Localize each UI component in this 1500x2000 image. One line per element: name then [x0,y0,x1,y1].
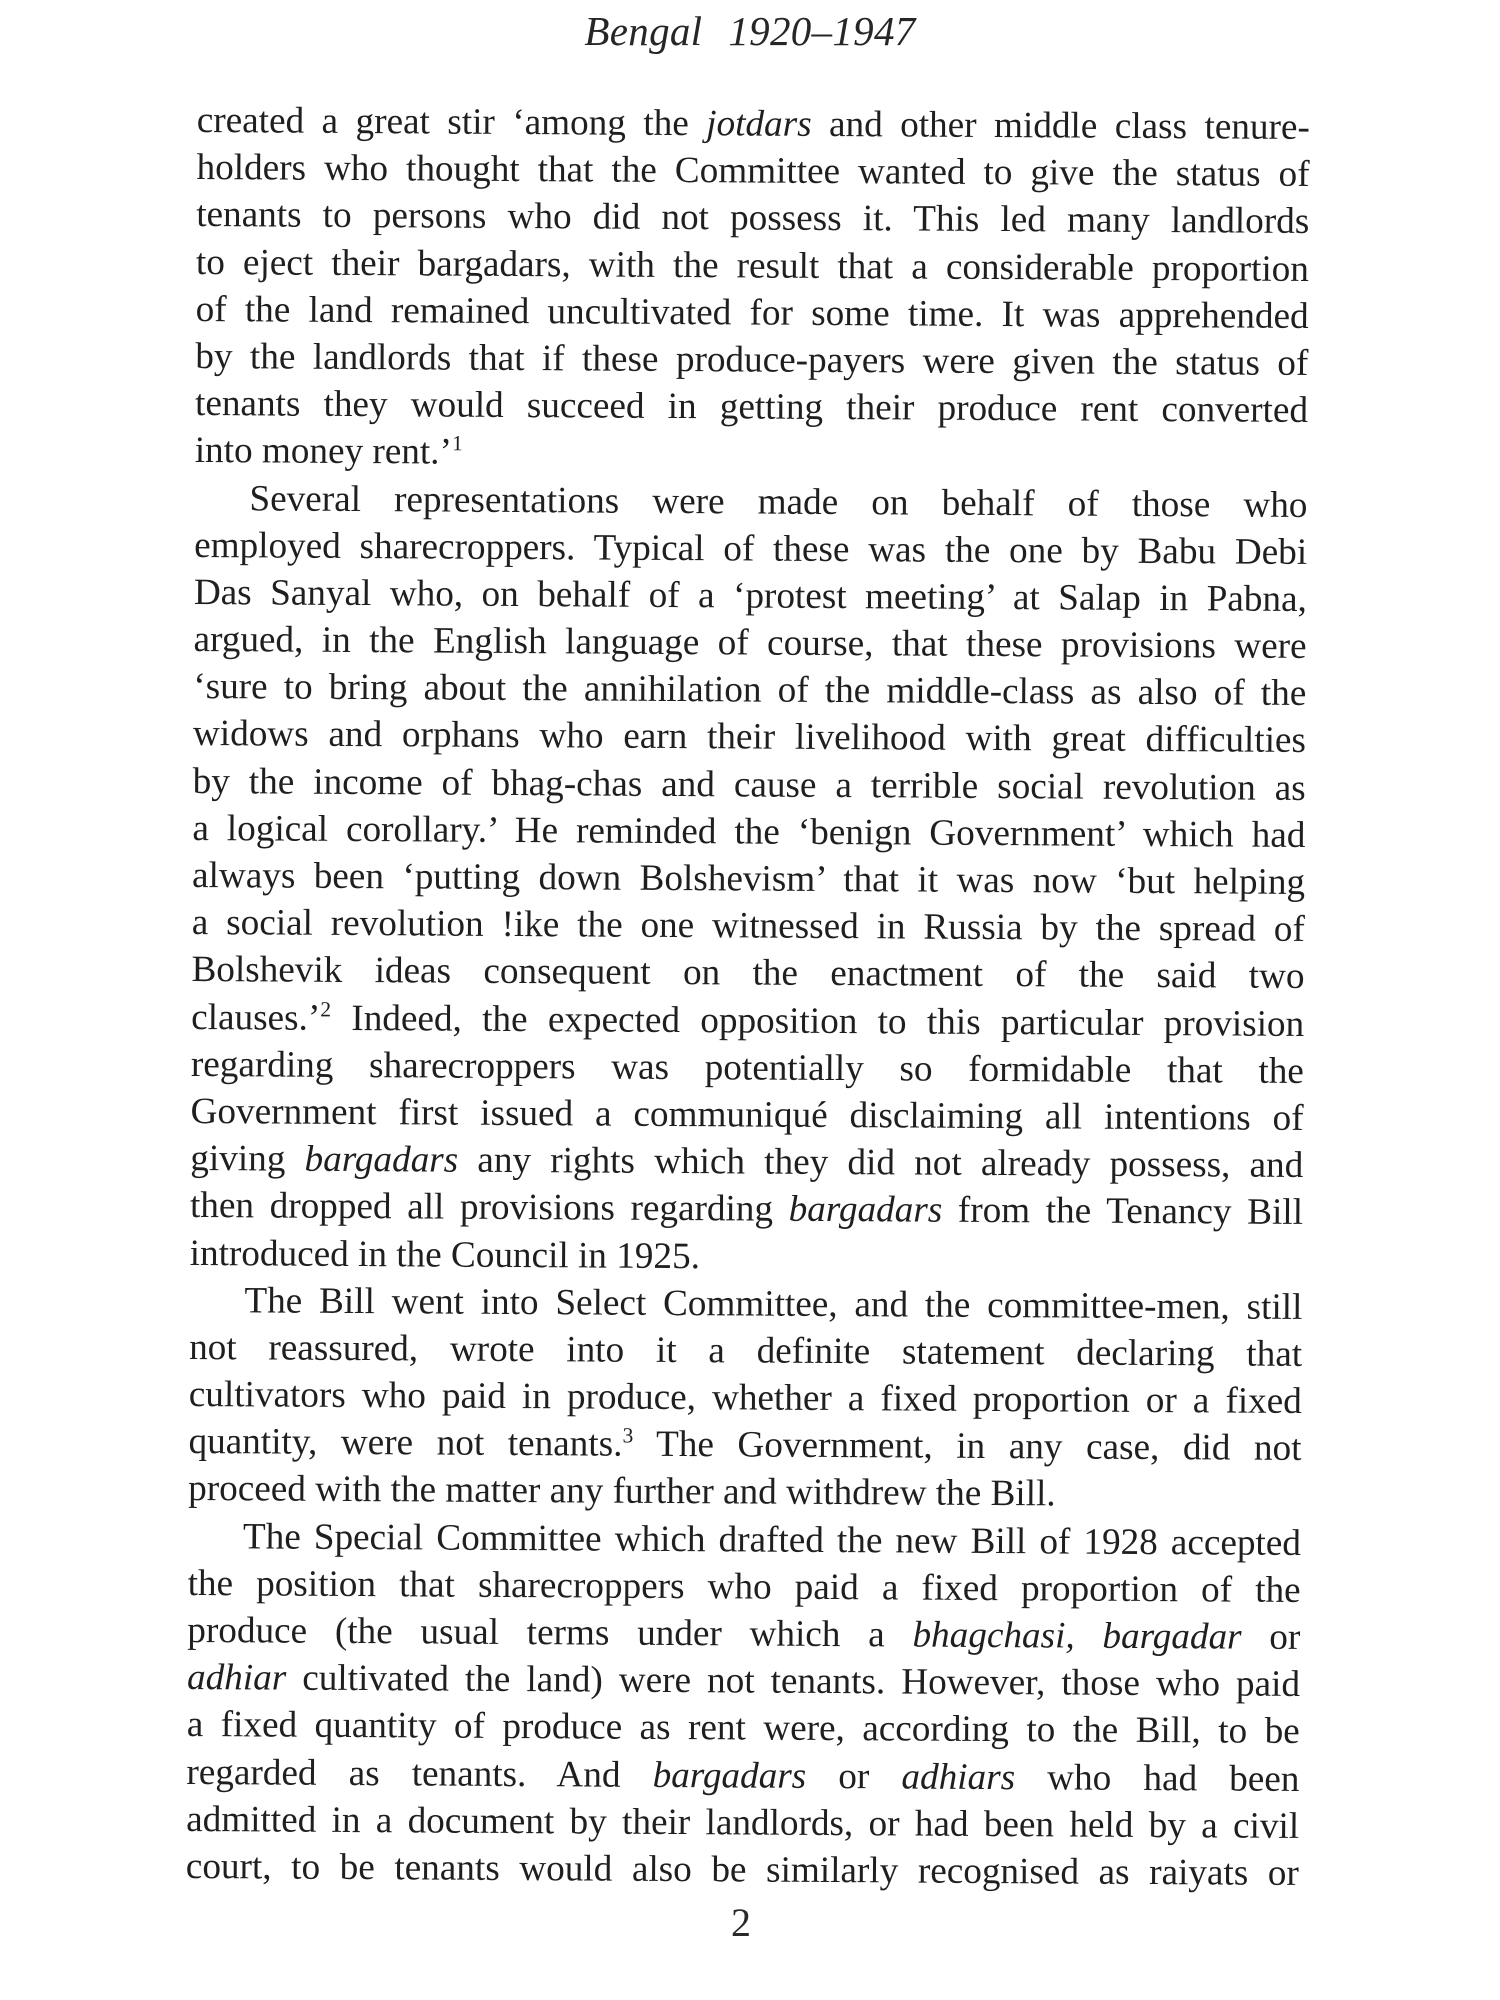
body-text [186,97,1310,1897]
text-line [190,1229,1303,1283]
text-run: introduced in the Council in 1925. [189,1232,701,1277]
text-run: The Special Committee which drafted the new Bill of 1928 accepted [242,1515,1302,1564]
text-line [188,1513,1301,1567]
text-line [192,805,1305,859]
page-number: 2 [731,1900,751,1945]
text-run: The Government, in any case, did not [633,1424,1302,1470]
text-line [186,1749,1299,1803]
text-run: quantity, were not tenants. [188,1421,623,1465]
text-run: ‘sure to bring about the annihilation of the middle-class as also of the [193,666,1307,715]
text-line [187,1607,1300,1661]
text-run: argued, in the English language of course, that these provisions were [193,619,1307,668]
text-run: holders who thought that the Committee wanted to give the status of [196,147,1310,196]
text-run: Indeed, the expected opposition to this particular provision [330,997,1305,1045]
text-run: admitted in a document by their landlords, or had been held by a civil [186,1798,1300,1847]
running-header-years: 1920–1947 [728,8,916,54]
text-line [187,1654,1300,1708]
text-run: to eject their bargadars, with the result that a considerable proportion [195,241,1310,290]
text-line [194,569,1307,623]
text-line [189,1324,1302,1378]
text-line [186,1796,1299,1850]
text-run: by the income of bhag-chas and cause a terrible social revolution as [192,760,1306,809]
text-run: of the land remained uncultivated for some time. It was apprehended [195,288,1309,337]
footnote-marker: 1 [451,431,463,456]
text-run: always been ‘putting down Bolshevism’ that it was now ‘but helping [191,854,1306,903]
text-line [193,758,1306,812]
text-run: the position that sharecroppers who paid a fixed proportion of the [187,1562,1301,1611]
text-line [196,239,1309,293]
text-run: by the landlords that if these produce-payers were given the status of [195,335,1309,384]
text-run: employed sharecroppers. Typical of these was the one by Babu Debi [194,524,1308,573]
text-run: a social revolution !ike the one witnessed in Russia by the spread of [191,902,1305,951]
text-line [186,1843,1299,1897]
text-run: produce (the usual terms under which a [187,1609,913,1656]
text-run: court, to be tenants would also be similarly recognised as raiyats or [185,1845,1299,1894]
text-run: any rights which they did not already possess, and [458,1139,1304,1187]
text-line [191,946,1304,1000]
text-run: into money rent.’ [194,430,453,473]
text-line [195,333,1308,387]
text-line [193,710,1306,764]
text-line [188,1465,1301,1519]
text-line [191,994,1304,1048]
text-line [190,1135,1303,1189]
text-run: Government first issued a communiqué disclaiming all intentions of [190,1090,1304,1139]
text-run: cultivated the land) were not tenants. However, those who paid [286,1657,1301,1706]
text-run: or [806,1755,902,1798]
running-header-title: Bengal [584,8,703,54]
text-run: a fixed quantity of produce as rent were, according to the Bill, to be [186,1704,1300,1753]
text-run: then dropped all provisions regarding [189,1185,789,1231]
italic-term: bhagchasi, bargadar [912,1614,1242,1658]
italic-term: jotdars [706,103,812,145]
text-line [193,616,1306,670]
text-run: a logical corollary.’ He reminded the ‘benign Government’ which had [192,807,1306,856]
text-run: tenants to persons who did not possess it. This led many landlords [196,194,1310,243]
text-run: created a great stir ‘among the [196,99,707,145]
text-run: regarded as tenants. And [186,1751,653,1796]
italic-term: bargadars [788,1189,943,1232]
text-run: Bolshevik ideas consequent on the enactment of the said two [191,949,1305,998]
text-line [188,1560,1301,1614]
text-line [193,663,1306,717]
text-run: and other middle class tenure- [811,103,1310,148]
text-line [194,522,1307,576]
text-line [197,97,1310,151]
text-line [196,144,1309,198]
text-line [192,899,1305,953]
text-run: who had been [1015,1756,1300,1800]
italic-term: adhiars [901,1756,1016,1798]
text-line [188,1418,1301,1472]
text-run: from the Tenancy Bill [942,1190,1304,1234]
text-line [192,852,1305,906]
running-header [0,6,1500,56]
text-run: regarding sharecroppers was potentially so formidable that the [190,1043,1305,1092]
text-run: not reassured, wrote into it a definite statement declaring that [189,1326,1303,1375]
text-run: tenants they would succeed in getting their produce rent converted [194,383,1309,432]
text-line [194,474,1307,528]
footnote-marker: 2 [320,996,332,1022]
italic-term: adhiar [186,1657,287,1699]
text-run: giving [190,1138,305,1180]
text-run: or [1241,1616,1301,1658]
text-run: cultivators who paid in produce, whether a fixed proportion or a fixed [188,1374,1302,1423]
text-run: Das Sanyal who, on behalf of a ‘protest meeting’ at Salap in Pabna, [193,571,1307,620]
text-run: Several representations were made on behalf of those who [249,477,1308,526]
text-line [190,1088,1303,1142]
text-line [187,1701,1300,1755]
text-line [196,286,1309,340]
text-run: proceed with the matter any further and withdrew the Bill. [188,1468,1056,1515]
footnote-marker: 3 [622,1423,634,1448]
text-line [190,1182,1303,1236]
text-line [196,191,1309,245]
text-line [189,1371,1302,1425]
text-run: widows and orphans who earn their livelihood with great difficulties [192,713,1307,762]
text-line [191,1041,1304,1095]
italic-term: bargadars [304,1138,459,1181]
text-run: clauses.’ [191,996,321,1039]
text-line [195,380,1308,434]
italic-term: bargadars [652,1754,807,1797]
text-line [189,1277,1302,1331]
text-run: The Bill went into Select Committee, and the committee-men, still [244,1280,1303,1328]
text-line [195,427,1308,481]
